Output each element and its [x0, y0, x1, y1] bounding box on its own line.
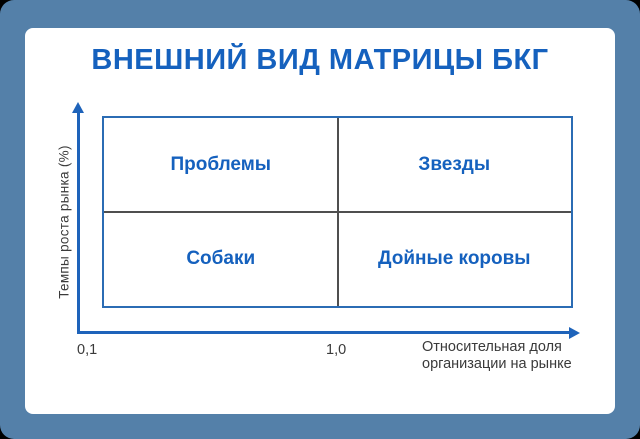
x-tick-0-1: 0,1 [77, 342, 98, 358]
quadrant-dogs: Собаки [186, 248, 256, 269]
quadrant-cash-cows: Дойные коровы [377, 248, 531, 269]
x-tick-1-0: 1,0 [326, 342, 347, 358]
matrix-horizontal-divider [104, 211, 571, 213]
x-axis-label-line1: Относительная доля [422, 339, 562, 355]
page-title: ВНЕШНИЙ ВИД МАТРИЦЫ БКГ [91, 44, 549, 76]
x-axis-label [422, 339, 572, 373]
quadrant-problems: Проблемы [170, 154, 272, 175]
bcg-matrix [102, 116, 573, 308]
x-axis-arrow-icon [569, 327, 580, 339]
quadrant-stars: Звезды [418, 154, 491, 175]
x-axis [77, 331, 570, 334]
x-axis-label-line2: организации на рынке [422, 356, 572, 372]
y-axis [77, 112, 80, 333]
y-axis-arrow-icon [72, 102, 84, 113]
y-axis-label: Темпы роста рынка (%) [56, 145, 72, 299]
